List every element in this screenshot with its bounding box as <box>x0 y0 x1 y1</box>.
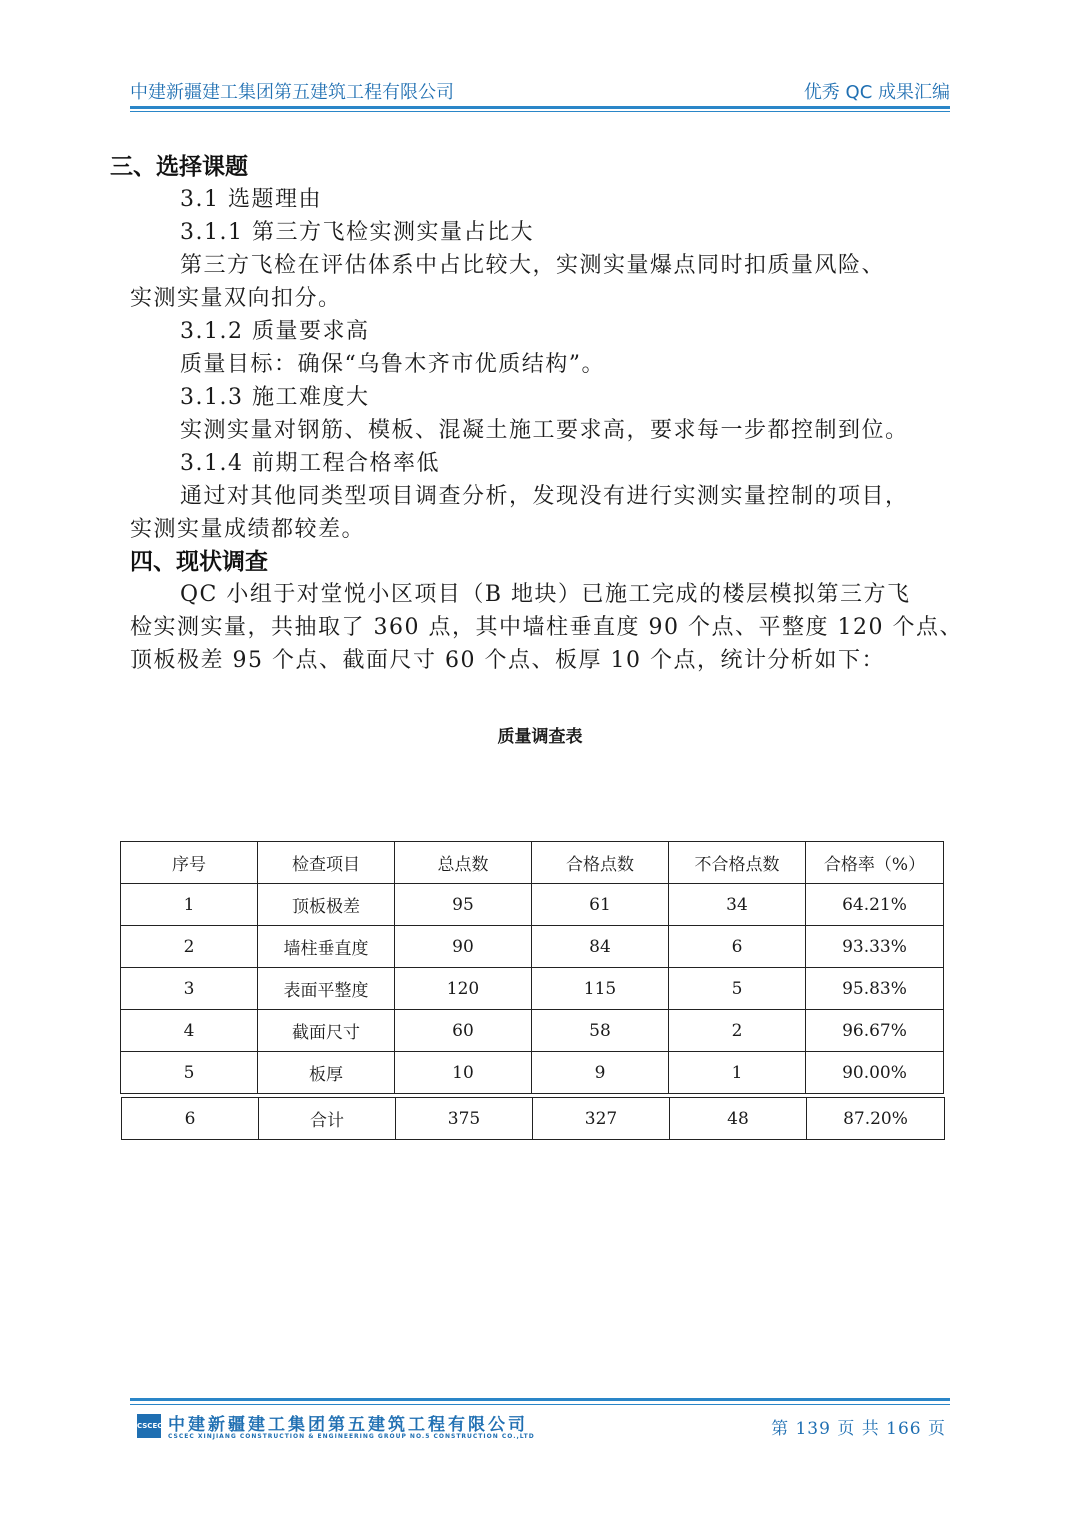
cell-index: 5 <box>121 1052 258 1094</box>
subsection-3-1: 3.1 选题理由 <box>180 187 322 212</box>
cell-rate: 95.83% <box>806 968 944 1010</box>
cell-item: 板厚 <box>258 1052 395 1094</box>
paragraph-3-1-3: 实测实量对钢筋、模板、混凝土施工要求高，要求每一步都控制到位。 <box>180 418 909 443</box>
cell-rate: 96.67% <box>806 1010 944 1052</box>
cell-total: 95 <box>395 884 532 926</box>
section-title-3: 三、选择课题 <box>110 154 248 180</box>
paragraph-3-1-4-line2: 实测实量成绩都较差。 <box>130 517 366 542</box>
cell-total: 90 <box>395 926 532 968</box>
cell-total: 60 <box>395 1010 532 1052</box>
header-rule-thin <box>130 111 950 112</box>
cell-fail: 6 <box>669 926 806 968</box>
header-cell-item: 检查项目 <box>258 842 395 884</box>
header-cell-index: 序号 <box>121 842 258 884</box>
cell-fail: 34 <box>669 884 806 926</box>
footer-company-cn: 中建新疆建工集团第五建筑工程有限公司 <box>168 1415 528 1435</box>
quality-survey-total-table <box>121 1097 945 1140</box>
table-row <box>121 1010 944 1052</box>
cell-rate: 87.20% <box>807 1098 945 1140</box>
cell-index: 6 <box>122 1098 259 1140</box>
cell-pass: 58 <box>532 1010 669 1052</box>
section-title-4: 四、现状调查 <box>130 549 268 575</box>
paragraph-3-1-1-line1: 第三方飞检在评估体系中占比较大，实测实量爆点同时扣质量风险、 <box>180 253 886 278</box>
paragraph-4-line3: 顶板极差 95 个点、截面尺寸 60 个点、板厚 10 个点，统计分析如下： <box>130 648 885 673</box>
cell-rate: 64.21% <box>806 884 944 926</box>
subsection-3-1-4: 3.1.4 前期工程合格率低 <box>180 451 440 476</box>
cell-rate: 90.00% <box>806 1052 944 1094</box>
table-row <box>121 926 944 968</box>
cell-index: 1 <box>121 884 258 926</box>
cell-pass: 61 <box>532 884 669 926</box>
table-header-row <box>121 842 944 884</box>
cell-fail: 1 <box>669 1052 806 1094</box>
cell-item: 表面平整度 <box>258 968 395 1010</box>
paragraph-3-1-1-line2: 实测实量双向扣分。 <box>130 286 342 311</box>
subsection-3-1-3: 3.1.3 施工难度大 <box>180 385 370 410</box>
company-logo: CSCEC <box>137 1414 161 1438</box>
footer-company-en: CSCEC XINJIANG CONSTRUCTION & ENGINEERING GROUP NO.5 CONSTRUCTION CO.,LTD <box>168 1433 535 1440</box>
header-cell-rate: 合格率（%） <box>806 842 944 884</box>
paragraph-4-line2: 检实测实量，共抽取了 360 点，其中墙柱垂直度 90 个点、平整度 120 个点、 <box>130 615 963 640</box>
cell-total: 10 <box>395 1052 532 1094</box>
footer-rule <box>130 1398 950 1401</box>
cell-fail: 5 <box>669 968 806 1010</box>
cell-rate: 93.33% <box>806 926 944 968</box>
table-total-row <box>122 1098 945 1140</box>
table-caption: 质量调查表 <box>497 727 583 747</box>
cell-index: 4 <box>121 1010 258 1052</box>
cell-fail: 2 <box>669 1010 806 1052</box>
cell-total: 120 <box>395 968 532 1010</box>
table-row <box>121 1052 944 1094</box>
table-row <box>121 884 944 926</box>
cell-item: 顶板极差 <box>258 884 395 926</box>
cell-pass: 115 <box>532 968 669 1010</box>
header-cell-fail: 不合格点数 <box>669 842 806 884</box>
subsection-3-1-1: 3.1.1 第三方飞检实测实量占比大 <box>180 220 534 245</box>
header-cell-pass: 合格点数 <box>532 842 669 884</box>
page-number: 第 139 页 共 166 页 <box>771 1419 946 1439</box>
header-cell-total: 总点数 <box>395 842 532 884</box>
paragraph-4-line1: QC 小组于对堂悦小区项目（B 地块）已施工完成的楼层模拟第三方飞 <box>180 582 911 607</box>
page-header <box>130 76 950 104</box>
cell-pass: 9 <box>532 1052 669 1094</box>
paragraph-3-1-2: 质量目标：确保“乌鲁木齐市优质结构”。 <box>180 352 605 377</box>
subsection-3-1-2: 3.1.2 质量要求高 <box>180 319 370 344</box>
cell-total: 375 <box>396 1098 533 1140</box>
cell-item: 合计 <box>259 1098 396 1140</box>
cell-pass: 327 <box>533 1098 670 1140</box>
header-rule <box>130 106 950 109</box>
cell-index: 3 <box>121 968 258 1010</box>
cell-index: 2 <box>121 926 258 968</box>
cell-item: 截面尺寸 <box>258 1010 395 1052</box>
cell-pass: 84 <box>532 926 669 968</box>
footer-rule-thin <box>130 1404 950 1405</box>
cell-fail: 48 <box>670 1098 807 1140</box>
header-collection: 优秀 QC 成果汇编 <box>803 82 950 103</box>
paragraph-3-1-4-line1: 通过对其他同类型项目调查分析，发现没有进行实测实量控制的项目， <box>180 484 909 509</box>
cell-item: 墙柱垂直度 <box>258 926 395 968</box>
table-row <box>121 968 944 1010</box>
header-company: 中建新疆建工集团第五建筑工程有限公司 <box>130 82 454 103</box>
quality-survey-table <box>120 841 944 1094</box>
